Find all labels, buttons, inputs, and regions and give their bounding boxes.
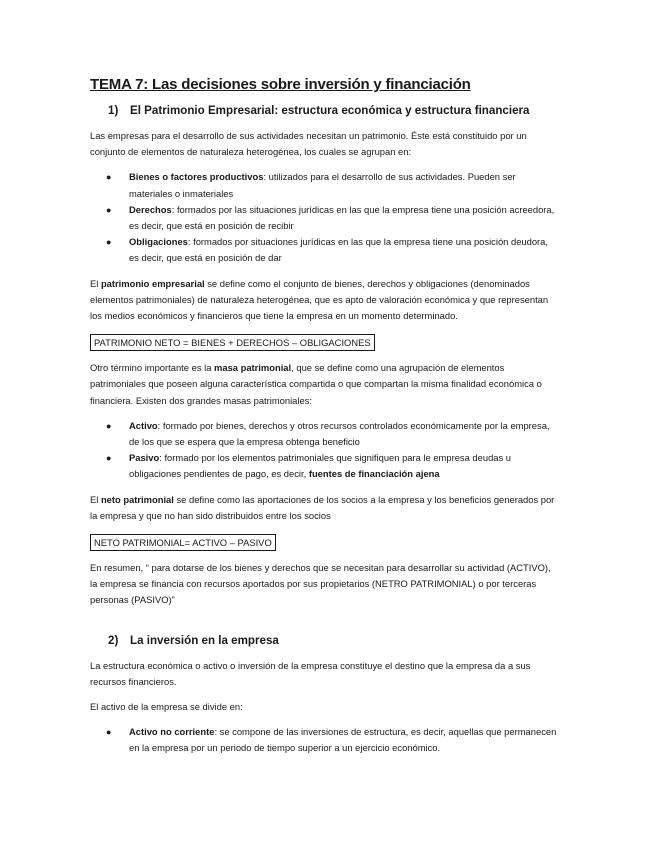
list-item-term: Pasivo xyxy=(129,452,160,464)
list-item-term: Derechos xyxy=(129,203,172,215)
text-run: El xyxy=(90,493,101,505)
paragraph-estructura-economica: La estructura económica o activo o inversión de la empresa constituye el destino que la empresa da a sus recursos financieros. xyxy=(90,659,531,687)
bullet-icon: ● xyxy=(106,727,112,738)
elements-list xyxy=(90,169,560,266)
list-item-term: Obligaciones xyxy=(129,236,188,248)
list-item xyxy=(90,169,560,201)
text-run: , que se define como una agrupación de elementos patrimoniales que poseen alguna característica compartida o que compartan la misma finalidad económica o financiera. Existen dos grandes masas patrimoniales: xyxy=(90,362,542,406)
page-title: TEMA 7: Las decisiones sobre inversión y financiación xyxy=(90,76,471,93)
paragraph-activo-divide: El activo de la empresa se divide en: xyxy=(90,701,243,713)
list-item-text: : formados por situaciones jurídicas en las que la empresa tiene una posición deudora, es decir, que está en posición de dar xyxy=(129,236,548,264)
text-run: El xyxy=(90,277,101,289)
list-item xyxy=(90,724,560,756)
document-page xyxy=(90,76,560,766)
list-item xyxy=(90,234,560,266)
bullet-icon: ● xyxy=(106,204,112,215)
formula-box-neto-patrimonial: NETO PATRIMONIAL= ACTIVO – PASIVO xyxy=(90,534,276,551)
bold-term: neto patrimonial xyxy=(100,493,174,505)
list-item-text: : formado por bienes, derechos y otros recursos controlados económicamente por la empresa, de los que se espera que la empresa obtenga beneficio xyxy=(129,419,550,448)
list-item-text: : utilizados para el desarrollo de sus actividades. Pueden ser materiales o inmateriales xyxy=(129,171,516,199)
list-item-term: Activo no corriente xyxy=(129,726,215,738)
list-item-text: : se compone de las inversiones de estructura, es decir, aquellas que permanecen en la empresa por un periodo de tiempo superior a un ejercicio económico. xyxy=(129,726,557,754)
list-item xyxy=(90,418,560,450)
bold-term: patrimonio empresarial xyxy=(100,277,205,289)
section-2-number: 2) xyxy=(108,633,119,647)
masas-list xyxy=(90,418,560,483)
activo-list xyxy=(90,724,560,756)
paragraph-masa-patrimonial xyxy=(90,360,560,409)
section-2-title: La inversión en la empresa xyxy=(130,633,279,647)
text-run: se define como las aportaciones de los socios a la empresa y los beneficios generados por la empresa y que no han sido distribuidos entre los socios xyxy=(90,493,555,521)
bullet-icon: ● xyxy=(106,172,112,183)
paragraph-patrimonio-intro: Las empresas para el desarrollo de sus actividades necesitan un patrimonio. Éste está constituido por un conjunto de elementos de naturaleza heterogénea, los cuales se agrupan en: xyxy=(90,130,527,158)
list-item-term: Activo xyxy=(129,419,158,431)
bold-term: fuentes de financiación ajena xyxy=(308,468,440,480)
spacer xyxy=(90,618,560,634)
list-item xyxy=(90,450,560,482)
paragraph-neto-patrimonial xyxy=(90,492,560,524)
bold-term: masa patrimonial xyxy=(214,362,292,374)
bullet-icon: ● xyxy=(106,237,112,248)
list-item-text: : formado por los elementos patrimoniales que signifiquen para le empresa deudas u obligaciones pendientes de pago, es decir, xyxy=(129,452,512,480)
paragraph-resumen: En resumen, “ para dotarse de los bienes y derechos que se necesitan para desarrollar su actividad (ACTIVO), la empresa se financia con recursos aportados por sus propietarios (NETRO PATRIMONIAL) o por terceras personas (PASIVO)” xyxy=(90,562,551,606)
bullet-icon: ● xyxy=(106,453,112,464)
text-run: se define como el conjunto de bienes, derechos y obligaciones (denominados elementos patrimoniales) de naturaleza heterogénea, que es apto de valoración económica y que representan los medios económicos y financieros que tiene la empresa en un momento determinado. xyxy=(90,277,549,322)
section-1-title: El Patrimonio Empresarial: estructura económica y estructura financiera xyxy=(130,104,530,117)
list-item-term: Bienes o factores productivos xyxy=(129,171,264,183)
list-item-text: : formados por las situaciones jurídicas en las que la empresa tiene una posición acreedora, es decir, que está en posición de recibir xyxy=(129,203,555,232)
paragraph-patrimonio-definition xyxy=(90,276,560,325)
section-1-number: 1) xyxy=(108,104,119,117)
section-1-heading xyxy=(108,104,560,117)
bullet-icon: ● xyxy=(106,420,112,431)
list-item xyxy=(90,202,560,234)
formula-box-patrimonio-neto: PATRIMONIO NETO = BIENES + DERECHOS – OBLIGACIONES xyxy=(90,334,375,351)
text-run: Otro término importante es la xyxy=(90,362,215,374)
section-2-heading xyxy=(108,634,560,647)
